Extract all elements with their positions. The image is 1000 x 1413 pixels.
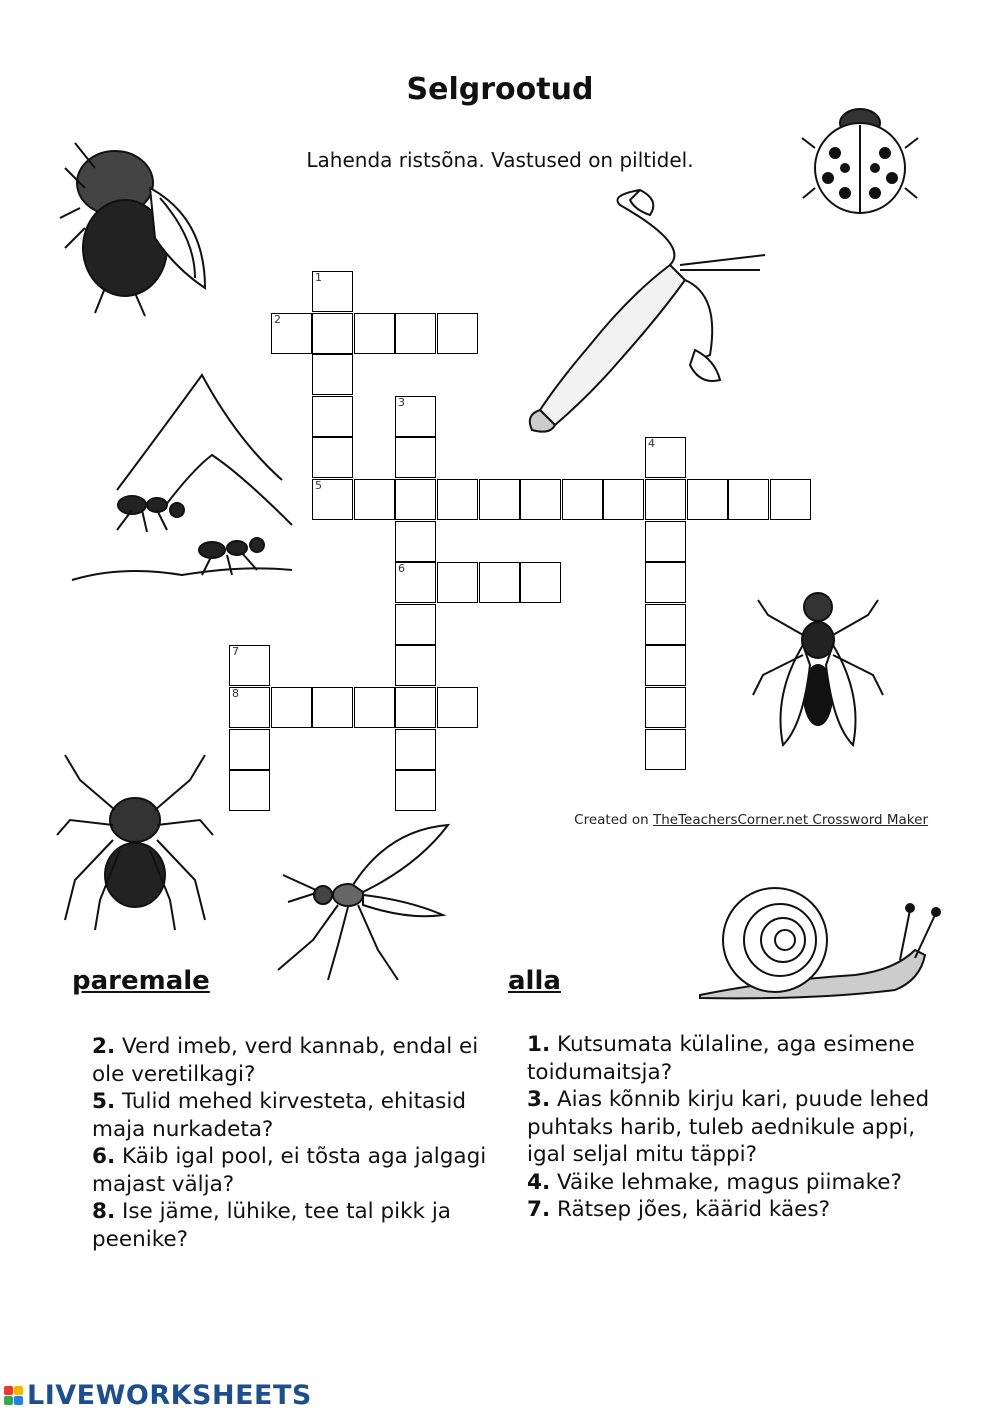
cell-input[interactable] (646, 522, 685, 561)
logo-text: LIVEWORKSHEETS (27, 1380, 312, 1411)
cell-input[interactable] (480, 563, 519, 602)
down-clue-7: 7. Rätsep jões, käärid käes? (527, 1197, 830, 1222)
cell-input[interactable] (396, 688, 435, 727)
cell-input[interactable] (355, 314, 394, 353)
cell-number: 8 (232, 687, 239, 700)
across-clues (92, 1033, 492, 1253)
down-heading: alla (508, 966, 561, 996)
liveworksheets-logo[interactable] (4, 1380, 312, 1411)
spider-illustration (55, 750, 215, 930)
crossword-cell[interactable] (271, 687, 312, 728)
cell-input[interactable] (396, 438, 435, 477)
cell-input[interactable] (604, 480, 643, 519)
crossword-cell[interactable] (479, 479, 520, 520)
page-title: Selgrootud (406, 72, 594, 107)
cell-input[interactable] (230, 771, 269, 810)
cell-input[interactable] (313, 272, 352, 311)
crossword-cell[interactable] (395, 729, 436, 770)
crossword-cell[interactable] (229, 729, 270, 770)
crossword-cell[interactable] (645, 479, 686, 520)
crossword-cell[interactable] (395, 313, 436, 354)
cell-input[interactable] (313, 438, 352, 477)
crossword-cell[interactable] (687, 479, 728, 520)
cell-input[interactable] (396, 730, 435, 769)
cell-number: 5 (315, 479, 322, 492)
cell-input[interactable] (521, 480, 560, 519)
cell-input[interactable] (396, 397, 435, 436)
cell-input[interactable] (646, 730, 685, 769)
crossword-cell[interactable] (229, 770, 270, 811)
crossword-cell[interactable] (312, 396, 353, 437)
across-clue-2: 2. Verd imeb, verd kannab, endal ei ole veretilkagi? (92, 1034, 479, 1087)
crossword-cell[interactable] (354, 479, 395, 520)
cell-number: 1 (315, 271, 322, 284)
fly-illustration (748, 585, 888, 750)
cell-input[interactable] (646, 688, 685, 727)
across-clue-8: 8. Ise jäme, lühike, tee tal pikk ja peenike? (92, 1199, 451, 1252)
crossword-cell[interactable] (520, 562, 561, 603)
crossword-cell[interactable] (395, 396, 436, 437)
crossword-cell[interactable] (437, 313, 478, 354)
cell-input[interactable] (396, 646, 435, 685)
cell-input[interactable] (230, 646, 269, 685)
cell-number: 6 (398, 562, 405, 575)
cell-input[interactable] (272, 688, 311, 727)
crossword-cell[interactable] (271, 313, 312, 354)
crossword-cell[interactable] (229, 645, 270, 686)
cell-input[interactable] (438, 563, 477, 602)
cell-input[interactable] (771, 480, 810, 519)
cell-input[interactable] (313, 688, 352, 727)
cell-number: 2 (274, 313, 281, 326)
cell-input[interactable] (230, 730, 269, 769)
across-clue-6: 6. Käib igal pool, ei tõsta aga jalgagi majast välja? (92, 1144, 487, 1197)
crossword-cell[interactable] (312, 271, 353, 312)
cell-input[interactable] (480, 480, 519, 519)
instructions: Lahenda ristsõna. Vastused on piltidel. (306, 148, 694, 172)
ants-illustration (62, 370, 302, 595)
down-clue-3: 3. Aias kõnnib kirju kari, puude lehed puhtaks harib, tuleb aednikule appi, igal seljal mitu täppi? (527, 1087, 930, 1167)
cell-input[interactable] (396, 480, 435, 519)
cell-input[interactable] (230, 688, 269, 727)
cell-input[interactable] (646, 563, 685, 602)
snail-illustration (695, 880, 945, 1005)
cell-input[interactable] (646, 480, 685, 519)
cell-input[interactable] (272, 314, 311, 353)
cell-input[interactable] (438, 688, 477, 727)
cell-input[interactable] (396, 314, 435, 353)
crossword-cell[interactable] (395, 687, 436, 728)
logo-squares-icon (4, 1386, 23, 1405)
crossword-cell[interactable] (645, 604, 686, 645)
crossword-cell[interactable] (395, 479, 436, 520)
crossword-cell[interactable] (437, 479, 478, 520)
down-clue-4: 4. Väike lehmake, magus piimake? (527, 1169, 902, 1195)
credit-prefix: Created on (574, 812, 653, 828)
crossword-cell[interactable] (437, 562, 478, 603)
crossword-cell[interactable] (312, 313, 353, 354)
crossword-cell[interactable] (770, 479, 811, 520)
crayfish-illustration (520, 185, 770, 440)
crossword-cell[interactable] (645, 645, 686, 686)
cell-input[interactable] (355, 480, 394, 519)
bee-illustration (55, 128, 215, 318)
crossword-cell[interactable] (520, 479, 561, 520)
across-heading: paremale (72, 966, 210, 996)
cell-input[interactable] (729, 480, 768, 519)
crossword-cell[interactable] (354, 687, 395, 728)
cell-input[interactable] (313, 314, 352, 353)
crossword-cell[interactable] (312, 437, 353, 478)
crossword-cell[interactable] (645, 562, 686, 603)
cell-input[interactable] (313, 480, 352, 519)
down-clues (527, 1031, 937, 1224)
crossword-cell[interactable] (395, 521, 436, 562)
down-clue-1: 1. Kutsumata külaline, aga esimene toidumaitsja? (527, 1032, 915, 1085)
credit-line (574, 812, 928, 828)
cell-input[interactable] (396, 771, 435, 810)
cell-input[interactable] (396, 563, 435, 602)
crossword-cell[interactable] (603, 479, 644, 520)
crossword-cell[interactable] (479, 562, 520, 603)
cell-input[interactable] (646, 438, 685, 477)
crossword-cell[interactable] (437, 687, 478, 728)
cell-input[interactable] (438, 480, 477, 519)
cell-input[interactable] (521, 563, 560, 602)
cell-number: 7 (232, 645, 239, 658)
crossword-cell[interactable] (395, 604, 436, 645)
cell-input[interactable] (396, 605, 435, 644)
across-clue-5: 5. Tulid mehed kirvesteta, ehitasid maja nurkadeta? (92, 1089, 467, 1142)
cell-input[interactable] (313, 355, 352, 394)
cell-input[interactable] (355, 688, 394, 727)
crossword-cell[interactable] (645, 521, 686, 562)
cell-input[interactable] (396, 522, 435, 561)
crossword-cell[interactable] (645, 729, 686, 770)
ladybug-illustration (800, 93, 920, 218)
credit-link[interactable]: TheTeachersCorner.net Crossword Maker (652, 812, 928, 828)
cell-input[interactable] (563, 480, 602, 519)
crossword-cell[interactable] (312, 479, 353, 520)
crossword-cell[interactable] (395, 770, 436, 811)
crossword-cell[interactable] (645, 437, 686, 478)
crossword-cell[interactable] (562, 479, 603, 520)
cell-number: 4 (648, 437, 655, 450)
crossword-cell[interactable] (229, 687, 270, 728)
cell-input[interactable] (646, 605, 685, 644)
crossword-cell[interactable] (395, 437, 436, 478)
cell-input[interactable] (646, 646, 685, 685)
cell-input[interactable] (313, 397, 352, 436)
crossword-cell[interactable] (728, 479, 769, 520)
crossword-cell[interactable] (395, 645, 436, 686)
cell-input[interactable] (688, 480, 727, 519)
cell-input[interactable] (438, 314, 477, 353)
crossword-cell[interactable] (312, 354, 353, 395)
crossword-cell[interactable] (395, 562, 436, 603)
cell-number: 3 (398, 396, 405, 409)
crossword-cell[interactable] (354, 313, 395, 354)
mosquito-illustration (268, 820, 458, 980)
crossword-cell[interactable] (312, 687, 353, 728)
crossword-cell[interactable] (645, 687, 686, 728)
